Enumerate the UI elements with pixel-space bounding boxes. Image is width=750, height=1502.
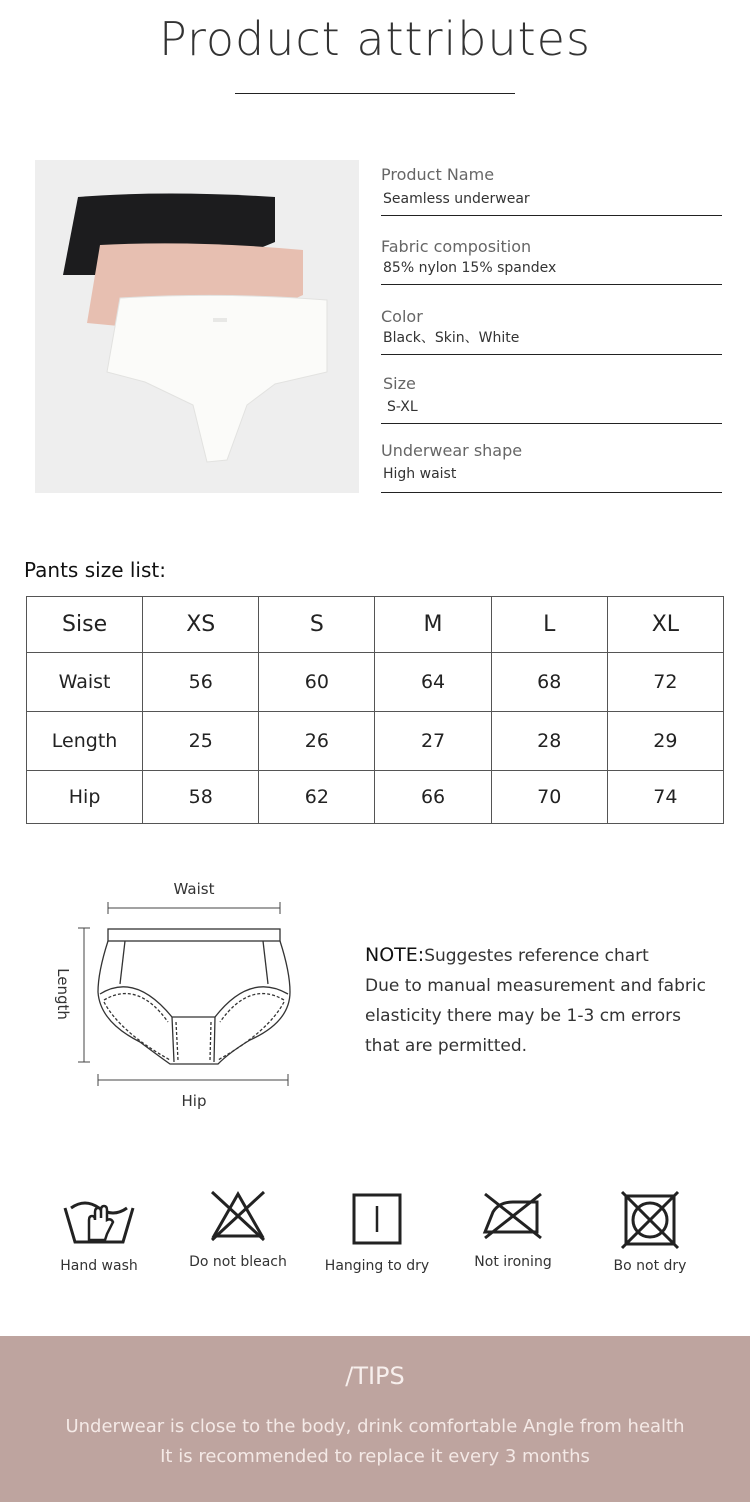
tips-line: It is recommended to replace it every 3 months (160, 1446, 590, 1467)
do-not-bleach-icon (200, 1186, 276, 1246)
measurement-diagram (50, 872, 310, 1122)
attr-product-name (381, 165, 722, 216)
care-item-hanging-dry (312, 1190, 442, 1274)
table-cell: 26 (259, 712, 375, 771)
care-label: Do not bleach (189, 1254, 287, 1270)
attr-label: Color (381, 307, 423, 326)
note-label: NOTE: (365, 944, 425, 966)
table-cell: 25 (143, 712, 259, 771)
attr-color (381, 307, 722, 355)
column-header: XS (143, 597, 259, 653)
tips-heading: /TIPS (345, 1362, 405, 1390)
attr-value: High waist (383, 466, 457, 482)
table-cell: 60 (259, 653, 375, 712)
tips-banner (0, 1336, 750, 1502)
table-cell: 58 (143, 771, 259, 824)
column-header: Sise (27, 597, 143, 653)
row-label: Hip (27, 771, 143, 824)
table-row (27, 653, 724, 712)
page-title: Product attributes (159, 12, 591, 66)
note-line: elasticity there may be 1-3 cm errors (365, 1006, 682, 1026)
care-label: Bo not dry (613, 1258, 687, 1274)
table-cell: 27 (375, 712, 491, 771)
care-label: Hanging to dry (324, 1258, 430, 1274)
title-divider (235, 93, 515, 94)
attr-value: 85% nylon 15% spandex (383, 260, 557, 276)
hand-wash-icon (61, 1190, 137, 1250)
row-label: Length (27, 712, 143, 771)
note-line: Due to manual measurement and fabric (365, 976, 706, 996)
attr-label: Fabric composition (381, 237, 532, 256)
attr-shape (381, 441, 722, 493)
column-header: XL (607, 597, 723, 653)
table-cell: 28 (491, 712, 607, 771)
hip-label: Hip (181, 1092, 207, 1110)
attr-fabric (381, 237, 722, 285)
care-item-do-not-tumble-dry (585, 1190, 715, 1274)
tips-line: Underwear is close to the body, drink comfortable Angle from health (65, 1416, 685, 1437)
attr-label: Product Name (381, 165, 495, 184)
waist-label: Waist (173, 880, 215, 898)
note-lead: Suggestes reference chart (424, 946, 649, 966)
care-label: Hand wash (60, 1258, 138, 1274)
length-label: Length (54, 968, 72, 1020)
attr-value: Black、Skin、White (383, 330, 520, 346)
attr-label: Size (383, 374, 416, 393)
table-cell: 72 (607, 653, 723, 712)
care-label: Not ironing (474, 1254, 552, 1270)
table-cell: 29 (607, 712, 723, 771)
column-header: M (375, 597, 491, 653)
size-table (26, 596, 724, 824)
table-cell: 74 (607, 771, 723, 824)
attr-label: Underwear shape (381, 441, 523, 460)
table-cell: 70 (491, 771, 607, 824)
table-cell: 68 (491, 653, 607, 712)
attr-value: S-XL (387, 399, 418, 415)
care-item-do-not-bleach (173, 1190, 303, 1270)
attr-value: Seamless underwear (383, 191, 530, 207)
care-item-do-not-iron (448, 1190, 578, 1270)
attr-size (381, 374, 722, 424)
table-cell: 56 (143, 653, 259, 712)
table-row (27, 771, 724, 824)
hanging-dry-icon (339, 1190, 415, 1250)
underwear-outline-icon (98, 929, 290, 1064)
note-line: that are permitted. (365, 1036, 528, 1056)
row-label: Waist (27, 653, 143, 712)
size-list-heading: Pants size list: (24, 558, 166, 582)
column-header: S (259, 597, 375, 653)
product-photo (35, 160, 359, 493)
column-header: L (491, 597, 607, 653)
table-cell: 66 (375, 771, 491, 824)
do-not-iron-icon (475, 1186, 551, 1246)
table-row (27, 712, 724, 771)
table-header-row (27, 597, 724, 653)
do-not-tumble-dry-icon (612, 1190, 688, 1250)
table-cell: 64 (375, 653, 491, 712)
size-note (365, 940, 725, 1061)
table-cell: 62 (259, 771, 375, 824)
care-item-hand-wash (34, 1190, 164, 1274)
